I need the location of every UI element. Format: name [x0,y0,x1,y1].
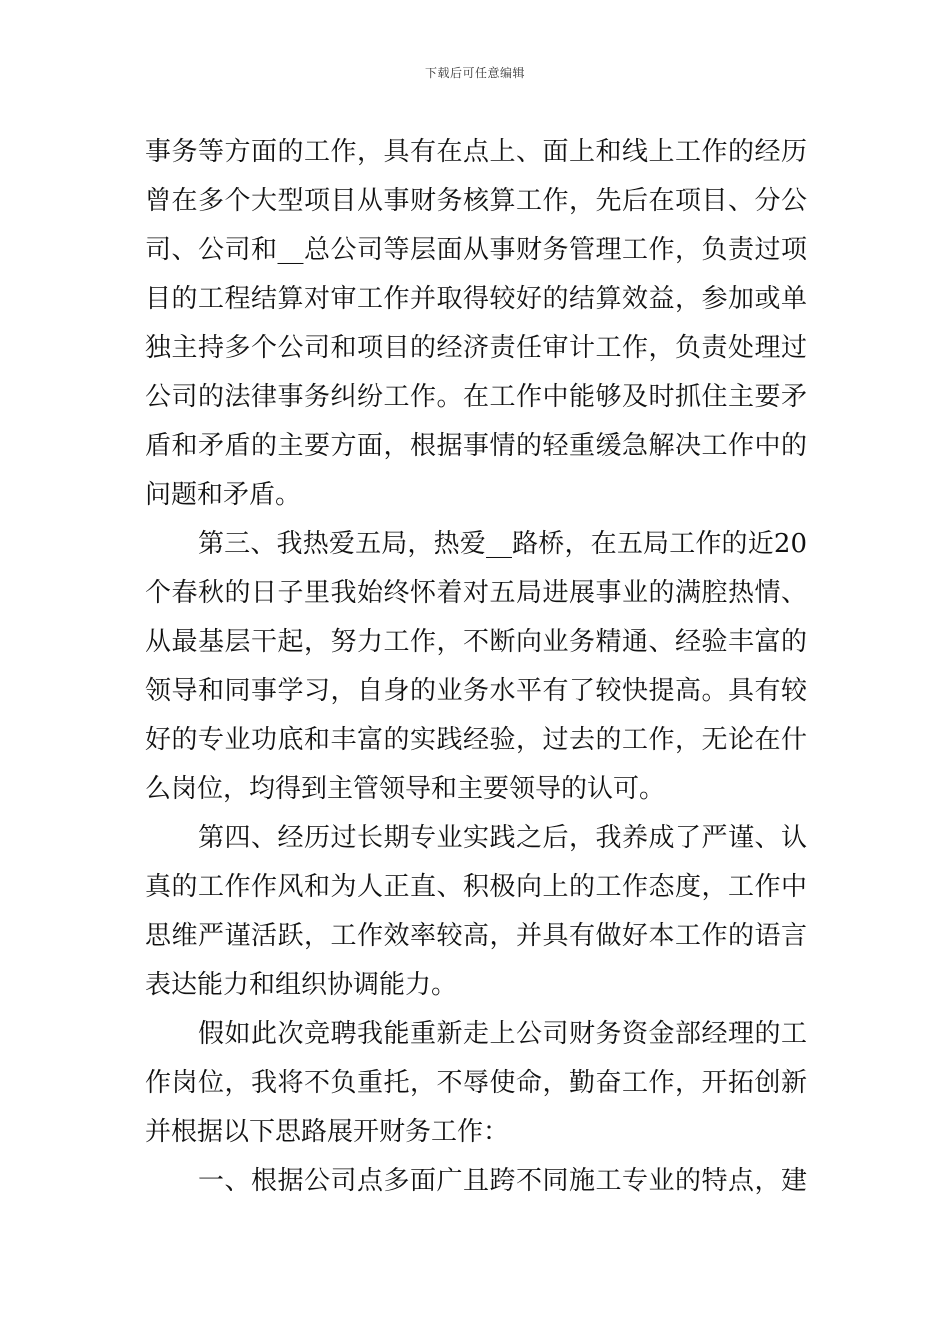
text-line: 曾在多个大型项目从事财务核算工作，先后在项目、分公 [145,186,807,216]
text-line: 个春秋的日子里我始终怀着对五局进展事业的满腔热情、 [145,578,807,608]
text-line: 问题和矛盾。 [145,480,302,510]
text-line: 么岗位，均得到主管领导和主要领导的认可。 [145,774,666,804]
page-header: 下载后可任意编辑 [424,66,525,80]
text-line: 盾和矛盾的主要方面，根据事情的轻重缓急解决工作中的 [145,431,807,461]
paragraph-start-line: 一、根据公司点多面广且跨不同施工专业的特点，建 [198,1166,807,1196]
text-line: 好的专业功底和丰富的实践经验，过去的工作，无论在什 [145,725,807,755]
text-line: 作岗位，我将不负重托，不辱使命，勤奋工作，开拓创新 [145,1068,807,1098]
text-line: 表达能力和组织协调能力。 [145,970,458,1000]
text-line: 思维严谨活跃，工作效率较高，并具有做好本工作的语言 [145,921,807,951]
text-line: 公司的法律事务纠纷工作。在工作中能够及时抓住主要矛 [145,382,807,412]
text-line: 领导和同事学习，自身的业务水平有了较快提高。具有较 [145,676,807,706]
paragraph-start-line: 第四、经历过长期专业实践之后，我养成了严谨、认 [198,823,807,853]
text-line: 从最基层干起，努力工作，不断向业务精通、经验丰富的 [145,627,807,657]
text-line: 司、公司和__总公司等层面从事财务管理工作，负责过项 [145,235,807,265]
text-line: 目的工程结算对审工作并取得较好的结算效益，参加或单 [145,284,807,314]
paragraph-start-line: 第三、我热爱五局，热爱__路桥，在五局工作的近20 [198,529,807,559]
text-line: 事务等方面的工作，具有在点上、面上和线上工作的经历 [145,137,807,167]
document-body [145,128,807,1206]
text-line: 独主持多个公司和项目的经济责任审计工作，负责处理过 [145,333,807,363]
text-line: 并根据以下思路展开财务工作： [145,1117,510,1147]
paragraph-start-line: 假如此次竞聘我能重新走上公司财务资金部经理的工 [198,1019,807,1049]
text-line: 真的工作作风和为人正直、积极向上的工作态度，工作中 [145,872,807,902]
